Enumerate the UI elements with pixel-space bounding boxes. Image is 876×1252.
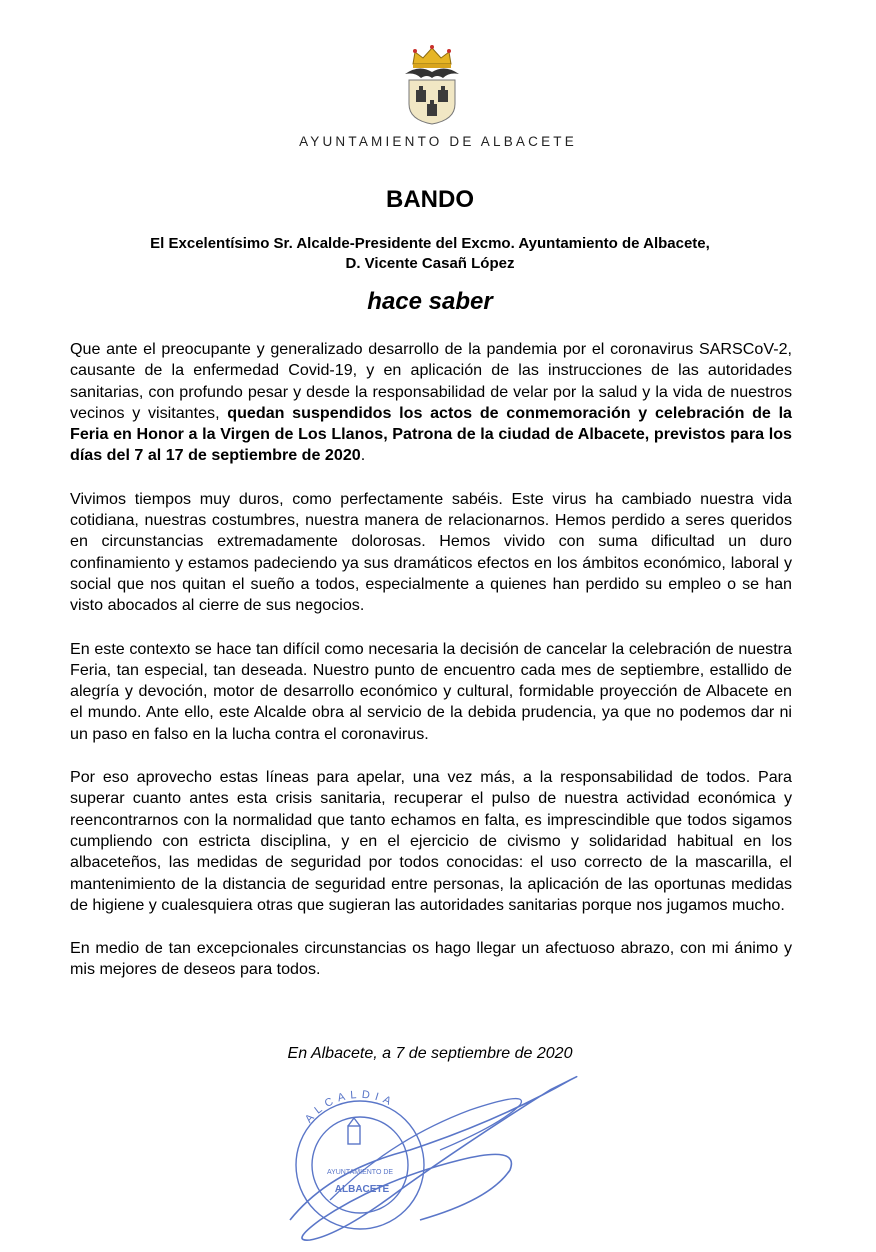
issuer-line-1: El Excelentísimo Sr. Alcalde-Presidente del Excmo. Ayuntamiento de Albacete, [150, 235, 710, 252]
stamp-text-top: ALCALDIA [302, 1088, 398, 1126]
stamp-text-bottom: ALBACETE [334, 1184, 390, 1195]
paragraph-5: En medio de tan excepcionales circunstancias os hago llegar un afectuoso abrazo, con mi ánimo y mis mejores de deseos para todos. [70, 939, 792, 979]
stamp-text-middle: AYUNTAMIENTO DE [326, 1169, 394, 1176]
coat-of-arms-icon [399, 44, 465, 126]
official-stamp-signature [270, 1050, 610, 1250]
paragraph-1 [70, 339, 792, 467]
organization-name: AYUNTAMIENTO DE ALBACETE [299, 134, 577, 149]
document-body [70, 339, 792, 1003]
paragraph-4: Por eso aprovecho estas líneas para apelar, una vez más, a la responsabilidad de todos. Para superar cuanto antes esta crisis sanitaria, recuperar el pulso de nuestra actividad económica y reencontrarnos con la normalidad que tanto echamos en falta, es imprescindible que todos sigamos cumpliendo con estricta disciplina, y en el ejercicio de civismo y solidaridad habitual en los albaceteños, las medidas de seguridad por todos conocidas: el uso correcto de la mascarilla, el mantenimiento de la distancia de seguridad entre personas, la aplicación de las oportunas medidas de higiene y cualesquiera otras que sugieran las autoridades sanitarias porque nos jugamos mucho. [70, 768, 792, 914]
issuer-line-2: D. Vicente Casañ López [345, 255, 515, 272]
announcement-heading: hace saber [367, 288, 493, 315]
paragraph-2: Vivimos tiempos muy duros, como perfectamente sabéis. Este virus ha cambiado nuestra vida cotidiana, nuestras costumbres, nuestra manera de relacionarnos. Hemos perdido a seres queridos en circunstancias extremadamente dolorosas. Hemos vivido con suma dificultad un duro confinamiento y estamos padeciendo ya sus dramáticos efectos en los ámbitos económico, laboral y social que nos quitan el sueño a todos, especialmente a quienes han perdido su empleo o se han visto abocados al cierre de sus negocios. [70, 489, 792, 615]
paragraph-3: En este contexto se hace tan difícil como necesaria la decisión de cancelar la celebración de nuestra Feria, tan especial, tan deseada. Nuestro punto de encuentro cada mes de septiembre, estallido de alegría y devoción, motor de desarrollo económico y cultural, formidable proyección de Albacete en el mundo. Ante ello, este Alcalde obra al servicio de la debida prudencia, ya que no podemos dar ni un paso en falso en la lucha contra el coronavirus. [70, 639, 792, 743]
paragraph-1-emphasis: quedan suspendidos los actos de conmemoración y celebración de la Feria en Honor a la Virgen de Los Llanos, Patrona de la ciudad de Albacete, previstos para los días del 7 al 17 de septiembre de 2020 [70, 403, 792, 465]
paragraph-1-intro: Que ante el preocupante y generalizado desarrollo de la pandemia por el coronavirus SARSCoV-2, causante de la enfermedad Covid-19, y en aplicación de las instrucciones de las autoridades sanitarias, con profundo pesar y desde la responsabilidad de velar por la salud y la vida de nuestros vecinos y visitantes, [70, 340, 792, 422]
issuer-block [0, 234, 860, 274]
document-title: BANDO [386, 186, 474, 213]
date-line: En Albacete, a 7 de septiembre de 2020 [287, 1045, 573, 1062]
paragraph-1-end: . [360, 446, 366, 465]
